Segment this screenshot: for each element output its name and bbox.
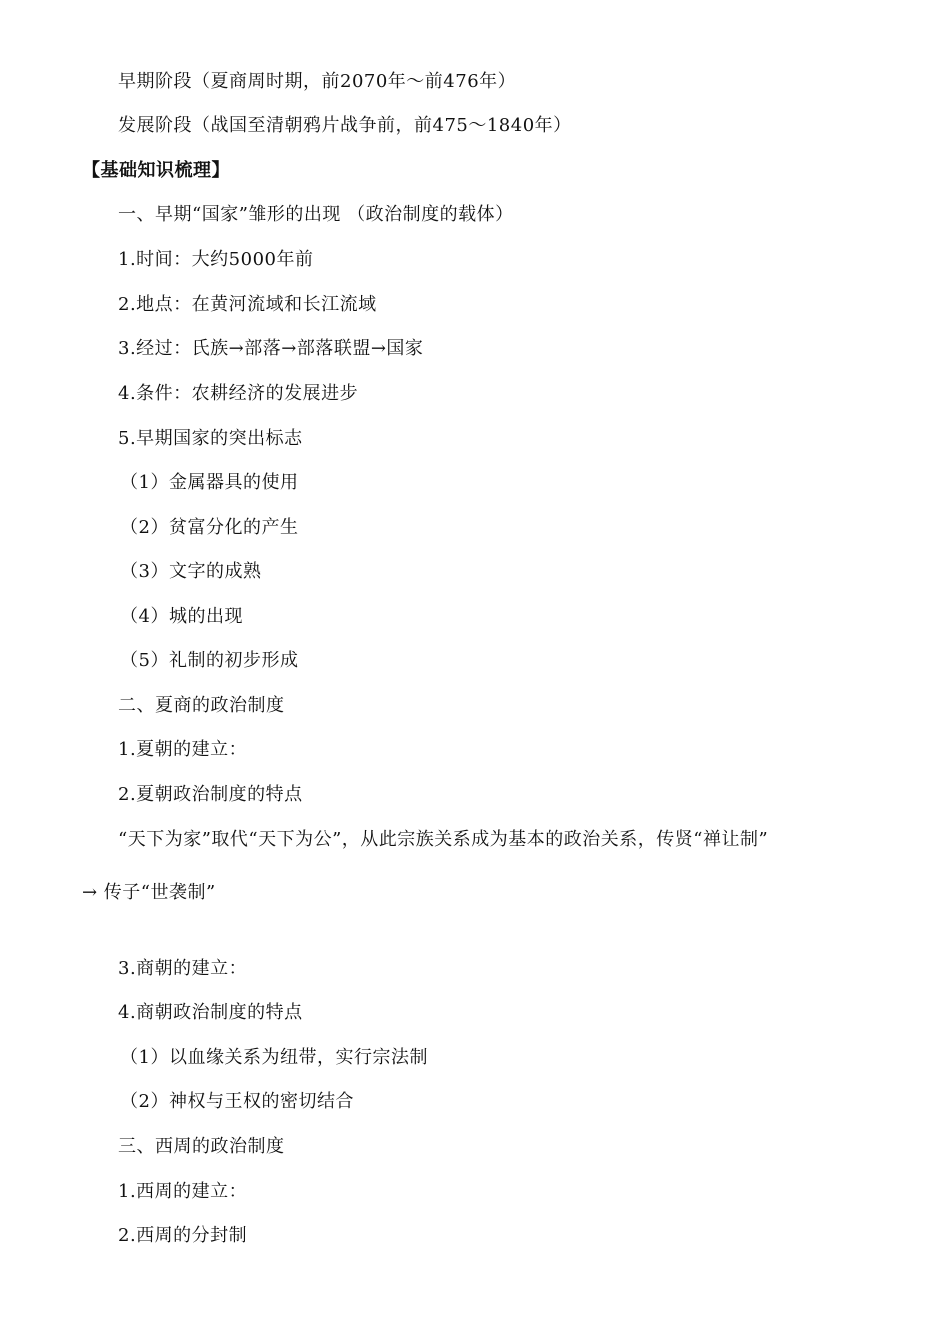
text-line-early-state-signs: 5.早期国家的突出标志 <box>118 428 303 449</box>
list-item-theocracy: （2）神权与王权的密切结合 <box>120 1091 354 1112</box>
text-line-zhou-founding: 1.西周的建立： <box>118 1181 248 1202</box>
section-heading-basic-knowledge: 【基础知识梳理】 <box>82 160 230 181</box>
list-item-cities: （4）城的出现 <box>120 606 243 627</box>
text-line-xia-features: 2.夏朝政治制度的特点 <box>118 784 303 805</box>
section-title-early-state: 一、早期“国家”雏形的出现 （政治制度的载体） <box>118 204 514 225</box>
text-line-early-stage: 早期阶段（夏商周时期，前2070年～前476年） <box>118 71 517 92</box>
section-title-xia-shang: 二、夏商的政治制度 <box>118 695 285 716</box>
text-line-conditions: 4.条件：农耕经济的发展进步 <box>118 383 359 404</box>
list-item-wealth-gap: （2）贫富分化的产生 <box>120 517 299 538</box>
text-line-process: 3.经过：氏族→部落→部落联盟→国家 <box>118 338 424 359</box>
section-title-western-zhou: 三、西周的政治制度 <box>118 1136 285 1157</box>
text-line-shang-features: 4.商朝政治制度的特点 <box>118 1002 303 1023</box>
text-line-xia-founding: 1.夏朝的建立： <box>118 739 248 760</box>
text-line-location: 2.地点：在黄河流域和长江流域 <box>118 294 377 315</box>
text-line-development-stage: 发展阶段（战国至清朝鸦片战争前，前475～1840年） <box>118 115 572 136</box>
list-item-metal-tools: （1）金属器具的使用 <box>120 472 299 493</box>
paragraph-xia-description: “天下为家”取代“天下为公”，从此宗族关系成为基本的政治关系，传贤“禅让制” <box>118 829 769 850</box>
list-item-writing: （3）文字的成熟 <box>120 561 262 582</box>
paragraph-xia-description-continued: → 传子“世袭制” <box>82 882 216 903</box>
text-line-zhou-enfeoffment: 2.西周的分封制 <box>118 1225 248 1246</box>
text-line-shang-founding: 3.商朝的建立： <box>118 958 248 979</box>
list-item-clan-system: （1）以血缘关系为纽带，实行宗法制 <box>120 1047 428 1068</box>
text-line-time: 1.时间：大约5000年前 <box>118 249 314 270</box>
list-item-rites: （5）礼制的初步形成 <box>120 650 299 671</box>
